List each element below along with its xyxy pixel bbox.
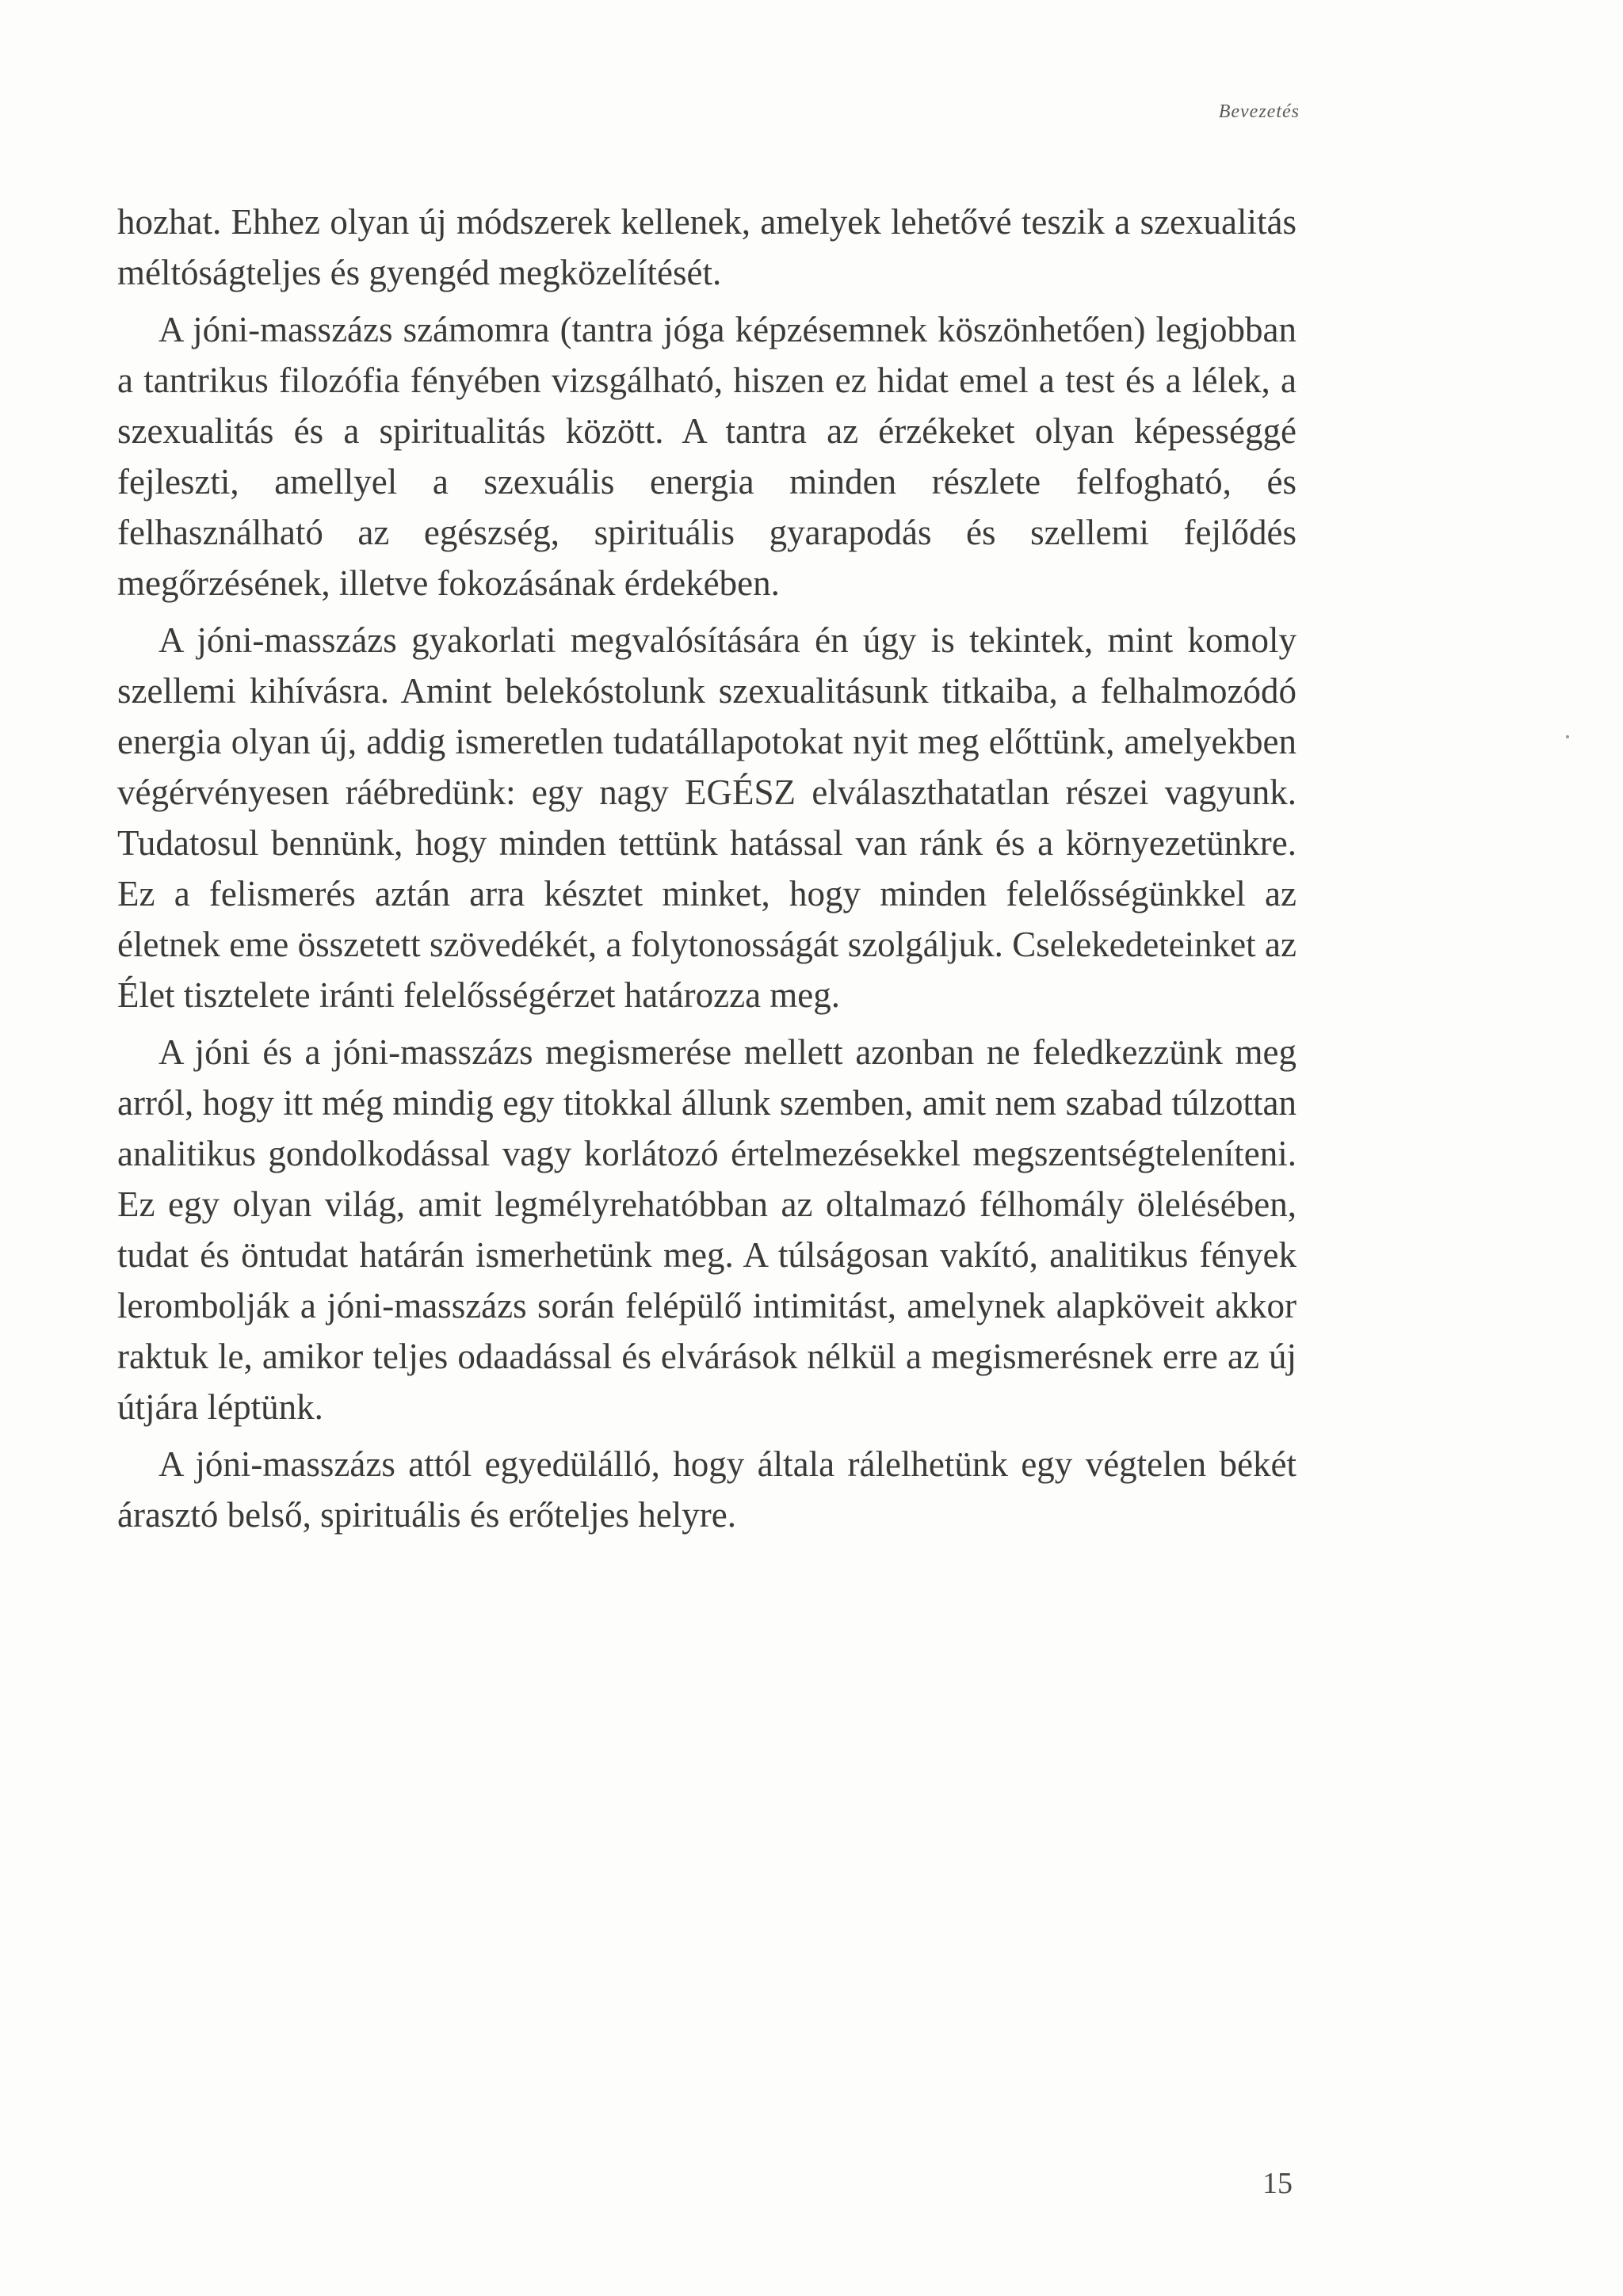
paragraph-2: A jóni-masszázs számomra (tantra jóga képzésemnek köszönhetően) legjobban a tantrikus filozófia fényében vizsgálható, hiszen ez hidat emel a test és a lélek, a szexualitás és a spiritualitás között. A tantra az érzékeket olyan képességgé fejleszti, amellyel a szexuális energia minden részlete felfogható, és felhasználható az egészség, spirituális gyarapodás és szellemi fejlődés megőrzésének, illetve fokozásának érdekében. bbox=[117, 310, 1296, 603]
body-text bbox=[117, 196, 1296, 1547]
paragraph-5: A jóni-masszázs attól egyedülálló, hogy általa rálelhetünk egy végtelen békét árasztó belső, spirituális és erőteljes helyre. bbox=[117, 1444, 1296, 1535]
paragraph-1: hozhat. Ehhez olyan új módszerek kellenek, amelyek lehetővé teszik a szexualitás méltóságteljes és gyengéd megközelítését. bbox=[117, 202, 1296, 292]
scan-speck bbox=[1566, 735, 1569, 738]
running-head: Bevezetés bbox=[1218, 101, 1300, 122]
paragraph-3: A jóni-masszázs gyakorlati megvalósítására én úgy is tekintek, mint komoly szellemi kihívásra. Amint belekóstolunk szexualitásunk titkaiba, a felhalmozódó energia olyan új, addig ismeretlen tudatállapotokat nyit meg előttünk, amelyekben végérvényesen ráébredünk: egy nagy EGÉSZ elválaszthatatlan részei vagyunk. Tudatosul bennünk, hogy minden tettünk hatással van ránk és a környezetünkre. Ez a felismerés aztán arra késztet minket, hogy minden felelősségünkkel az életnek eme összetett szövedékét, a folytonosságát szolgáljuk. Cselekedeteinket az Élet tisztelete iránti felelősségérzet határozza meg. bbox=[117, 620, 1296, 1015]
paragraph-4: A jóni és a jóni-masszázs megismerése mellett azonban ne feledkezzünk meg arról, hogy itt még mindig egy titokkal állunk szemben, amit nem szabad túlzottan analitikus gondolkodással vagy korlátozó értelmezésekkel megszentségteleníteni. Ez egy olyan világ, amit legmélyrehatóbban az oltalmazó félhomály ölelésében, tudat és öntudat határán ismerhetünk meg. A túlságosan vakító, analitikus fények lerombolják a jóni-masszázs során felépülő intimitást, amelynek alapköveit akkor raktuk le, amikor teljes odaadással és elvárások nélkül a megismerésnek erre az új útjára léptünk. bbox=[117, 1032, 1296, 1427]
page-number: 15 bbox=[1262, 2167, 1293, 2200]
